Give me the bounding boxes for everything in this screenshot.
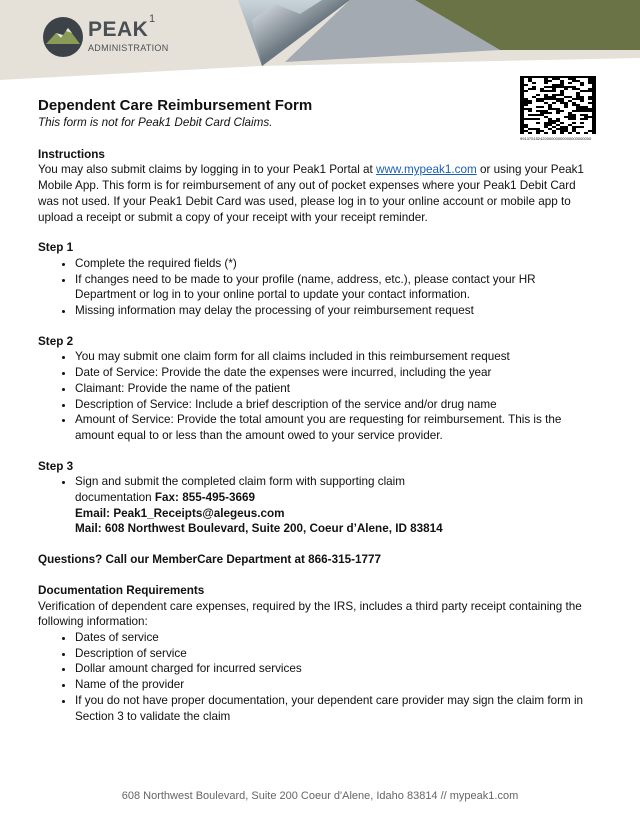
header-banner: [0, 0, 640, 82]
step3-line1: Sign and submit the completed claim form with supporting claim: [75, 475, 405, 489]
list-item: [75, 474, 598, 537]
step1-heading: Step 1: [38, 241, 74, 255]
portal-link[interactable]: www.mypeak1.com: [376, 163, 477, 177]
documentation-intro: Verification of dependent care expenses, required by the IRS, includes a third party receipt containing the following information:: [38, 599, 582, 629]
documentation-heading: Documentation Requirements: [38, 583, 205, 597]
step2-list: [38, 349, 598, 443]
email-address: Email: Peak1_Receipts@alegeus.com: [75, 506, 285, 520]
list-item: • Date of Service: Provide the date the expenses were incurred, including the year: [75, 365, 598, 381]
form-title: Dependent Care Reimbursement Form: [38, 97, 313, 114]
list-item: • If changes need to be made to your profile (name, address, etc.), please contact your HR Department or log in to your online portal to update your contact information.: [75, 272, 598, 303]
footer-address: 608 Northwest Boulevard, Suite 200 Coeur d'Alene, Idaho 83814 // mypeak1.com: [121, 790, 519, 802]
peak1-logo: [42, 14, 172, 60]
barcode-number: 99137015242000000000000000000000: [520, 136, 592, 141]
list-item: • You may submit one claim form for all claims included in this reimbursement request: [75, 349, 598, 365]
step3-line2: documentation: [75, 491, 155, 505]
list-item: • Description of service: [75, 646, 598, 662]
step1-section: [38, 240, 598, 319]
logo-subtitle: ADMINISTRATION: [88, 43, 169, 53]
questions-text: Questions? Call our MemberCare Department at 866-315-1777: [38, 553, 381, 567]
step3-list: [38, 474, 598, 537]
documentation-list: [38, 630, 598, 724]
questions-section: [38, 552, 598, 568]
list-item: • If you do not have proper documentation, your dependent care provider may sign the claim form in Section 3 to validate the claim: [75, 693, 598, 724]
documentation-section: [38, 583, 598, 724]
form-subtitle: This form is not for Peak1 Debit Card Claims.: [38, 116, 273, 129]
step3-heading: Step 3: [38, 459, 74, 473]
instructions-section: [38, 147, 598, 226]
logo-mountain-icon: [42, 16, 84, 58]
logo-superscript: 1: [149, 13, 156, 25]
step3-section: [38, 459, 598, 538]
list-item: • Dollar amount charged for incurred services: [75, 661, 598, 677]
mail-address: Mail: 608 Northwest Boulevard, Suite 200, Coeur d’Alene, ID 83814: [75, 522, 443, 536]
step1-list: [38, 256, 598, 319]
step2-heading: Step 2: [38, 334, 74, 348]
form-content: [38, 96, 598, 739]
fax-number: Fax: 855-495-3669: [154, 491, 255, 505]
list-item: • Complete the required fields (*): [75, 256, 598, 272]
list-item: • Description of Service: Include a brief description of the service and/or drug name: [75, 397, 598, 413]
list-item: • Claimant: Provide the name of the patient: [75, 381, 598, 397]
step2-section: [38, 334, 598, 444]
instructions-heading: Instructions: [38, 147, 105, 161]
list-item: • Missing information may delay the processing of your reimbursement request: [75, 303, 598, 319]
instructions-text: You may also submit claims by logging in to your Peak1 Portal at www.mypeak1.com or using your Peak1 Mobile App. This form is for reimbursement of any out of pocket expenses where your Peak1 Debit Card was not used. If your Peak1 Debit Card was used, please log in to your online account or mobile app to upload a receipt or submit a copy of your receipt with your receipt reminder.: [38, 163, 584, 224]
list-item: • Name of the provider: [75, 677, 598, 693]
list-item: • Amount of Service: Provide the total amount you are requesting for reimbursement. This is the amount equal to or less than the amount owed to your service provider.: [75, 412, 598, 443]
list-item: • Dates of service: [75, 630, 598, 646]
logo-name: PEAK: [88, 18, 149, 41]
